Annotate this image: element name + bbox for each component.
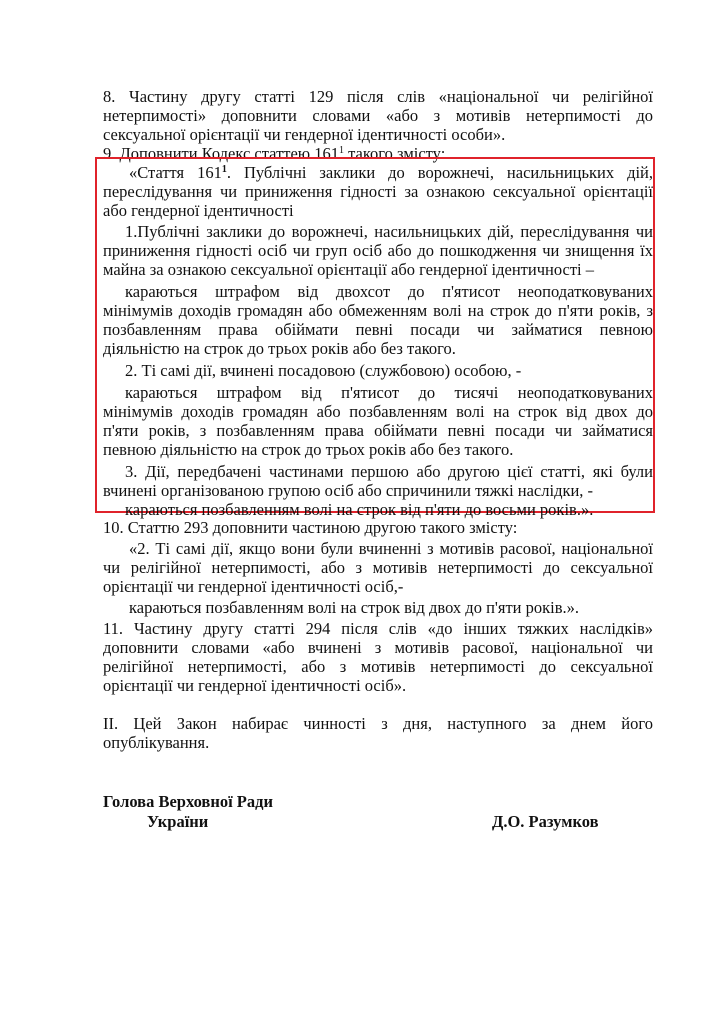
- part2-penalty-line-4: певною діяльністю на строк до трьох років або без такого.: [103, 440, 514, 459]
- part2-line: 2. Ті самі дії, вчинені посадовою (службовою) особою, -: [125, 361, 522, 380]
- item-8-line-2: нетерпимості» доповнити словами «або з мотивів нетерпимості до: [103, 106, 653, 125]
- part1-line-1: 1.Публічні заклики до ворожнечі, насильницьких дій, переслідування чи: [125, 222, 653, 241]
- item-10-quote-line-1: «2. Ті самі дії, якщо вони були вчиненні з мотивів расової, національної: [129, 539, 653, 558]
- item-11-line-1: 11. Частину другу статті 294 після слів «до інших тяжких наслідків»: [103, 619, 653, 638]
- item-8-line-3: сексуальної орієнтації чи гендерної ідентичності особи».: [103, 125, 506, 144]
- item-10-penalty: караються позбавленням волі на строк від двох до п'яти років.».: [129, 598, 580, 617]
- article-open: «Стаття 161: [129, 163, 222, 182]
- article-title-line-2: переслідування чи приниження гідності за ознакою сексуальної орієнтації: [103, 182, 653, 201]
- part3-line-1: 3. Дії, передбачені частинами першою або другою цієї статті, які були: [125, 462, 653, 481]
- part3-line-2: вчинені організованою групою осіб або спричинили тяжкі наслідки, -: [103, 481, 594, 500]
- part2-penalty-line-3: п'яти років, з позбавленням права обіймати певні посади чи займатися: [103, 421, 653, 440]
- item-11-line-4: орієнтації чи гендерної ідентичності осіб».: [103, 676, 407, 695]
- part1-penalty-line-2: мінімумів доходів громадян або обмеженням волі на строк до п'яти років, з: [103, 301, 653, 320]
- article-open-sup: 1: [221, 164, 227, 175]
- item-9-sup: 1: [339, 145, 345, 156]
- part2-penalty-line-2: мінімумів доходів громадян або позбавленням волі на строк від двох до: [103, 402, 653, 421]
- signature-title-line-1: Голова Верховної Ради: [103, 792, 273, 811]
- part1-penalty-line-1: караються штрафом від двохсот до п'ятисот неоподатковуваних: [125, 282, 653, 301]
- section-2-line-1: ІІ. Цей Закон набирає чинності з дня, наступного за днем його: [103, 714, 653, 733]
- item-10-quote-line-2: чи релігійної нетерпимості, або з мотивів нетерпимості до сексуальної: [103, 558, 653, 577]
- item-10-heading: 10. Статтю 293 доповнити частиною другою такого змісту:: [103, 518, 518, 537]
- signature-name: Д.О. Разумков: [492, 812, 599, 831]
- item-9-after: такого змісту:: [344, 144, 446, 163]
- part3-penalty: караються позбавленням волі на строк від п'яти до восьми років.».: [125, 500, 594, 519]
- item-11-line-2: доповнити словами «або вчинені з мотивів расової, національної чи: [103, 638, 653, 657]
- part2-penalty-line-1: караються штрафом від п'ятисот до тисячі неоподатковуваних: [125, 383, 653, 402]
- item-11-line-3: релігійної нетерпимості, або з мотивів нетерпимості до сексуальної: [103, 657, 653, 676]
- signature-title-line-2: України: [147, 812, 209, 831]
- item-9-text: 9. Доповнити Кодекс статтею 161: [103, 144, 340, 163]
- part1-penalty-line-4: діяльністю на строк до трьох років або без такого.: [103, 339, 456, 358]
- article-title-rest: . Публічні заклики до ворожнечі, насильницьких дій,: [226, 163, 654, 182]
- part1-line-3: майна за ознакою сексуальної орієнтації або гендерної ідентичності –: [103, 260, 595, 279]
- section-2-line-2: опублікування.: [103, 733, 210, 752]
- item-10-quote-line-3: орієнтації чи гендерної ідентичності осіб,-: [103, 577, 404, 596]
- part1-line-2: приниження гідності осіб чи груп осіб або до пошкодження чи знищення їх: [103, 241, 653, 260]
- article-title-line-3: або гендерної ідентичності: [103, 201, 294, 220]
- part1-penalty-line-3: позбавленням права обіймати певні посади чи займатися певною: [103, 320, 653, 339]
- article-title-line-1: [103, 163, 653, 182]
- item-8-line-1: 8. Частину другу статті 129 після слів «національної чи релігійної: [103, 87, 653, 106]
